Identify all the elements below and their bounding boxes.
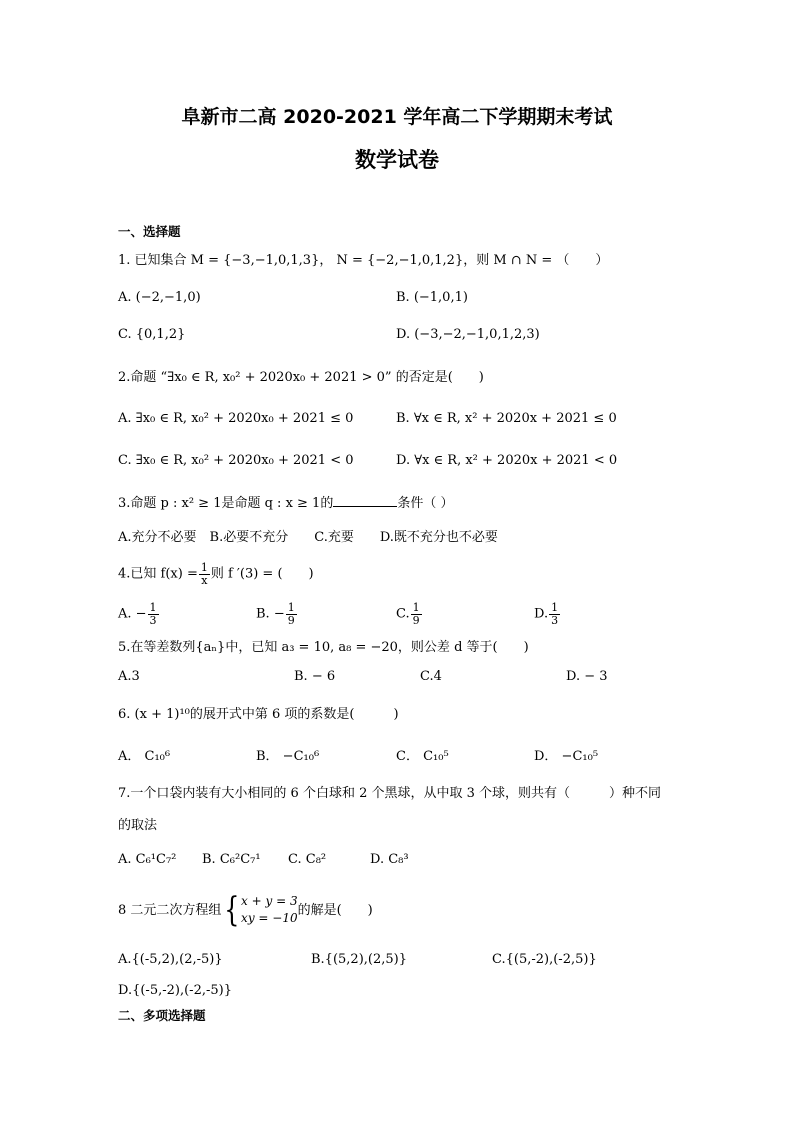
fraction-denominator: 3 <box>551 613 559 627</box>
question-7-stem-line-1: 7.一个口袋内装有大小相同的 6 个白球和 2 个黑球，从中取 3 个球，则共有（ ）种不同 <box>118 786 662 801</box>
fraction-numerator: 1 <box>200 561 208 574</box>
question-7-option-d: D. C₈³ <box>370 852 409 867</box>
question-5-option-d: D. − 3 <box>566 669 608 684</box>
question-4-option-d <box>534 602 561 626</box>
fraction-denominator: 9 <box>412 613 420 627</box>
question-1-option-c: C. {0,1,2} <box>118 327 186 342</box>
question-7-option-a: A. C₆¹C₇² <box>118 852 177 867</box>
fraction <box>199 562 210 586</box>
question-8-option-c: C.{(5,-2),(-2,5)} <box>492 952 597 967</box>
fraction <box>148 602 159 626</box>
question-4-option-b <box>256 602 298 626</box>
equation-1: x + y = 3 <box>241 894 298 908</box>
answer-blank <box>333 494 397 507</box>
question-5-option-b: B. − 6 <box>294 669 336 684</box>
option-label: D. <box>534 606 549 622</box>
fraction <box>286 602 297 626</box>
question-8-option-a: A.{(-5,2),(2,-5)} <box>118 952 223 967</box>
question-8-stem-part-a: 8 二元二次方程组 <box>118 902 222 918</box>
question-8-option-d: D.{(-5,-2),(-2,-5)} <box>118 983 232 998</box>
question-4-stem-part-b: 则 f ′(3) = ( ) <box>210 566 314 582</box>
fraction <box>411 602 422 626</box>
fraction-numerator: 1 <box>412 601 420 614</box>
fraction <box>549 602 560 626</box>
option-label: C. <box>396 606 410 622</box>
question-8-stem-part-b: 的解是( ) <box>297 902 373 918</box>
equation-system-line <box>118 890 373 931</box>
question-3-stem <box>118 494 453 510</box>
question-1-option-b: B. (−1,0,1) <box>396 290 468 305</box>
question-5-stem: 5.在等差数列{aₙ}中，已知 a₃ = 10, a₈ = −20，则公差 d 等于( ) <box>118 640 529 655</box>
page-subtitle: 数学试卷 <box>355 148 439 172</box>
question-1-option-a: A. (−2,−1,0) <box>118 290 201 305</box>
fraction-denominator: 3 <box>149 613 157 627</box>
left-brace-icon: { <box>224 890 240 931</box>
question-7-option-b: B. C₆²C₇¹ <box>202 852 261 867</box>
question-4-stem-part-a: 4.已知 f(x) = <box>118 566 198 582</box>
question-1-option-d: D. (−3,−2,−1,0,1,2,3) <box>396 327 540 342</box>
question-4-option-c <box>396 602 423 626</box>
option-label: B. − <box>256 606 285 622</box>
question-2-option-c: C. ∃x₀ ∈ R, x₀² + 2020x₀ + 2021 < 0 <box>118 453 354 468</box>
question-5-option-a: A.3 <box>118 669 140 684</box>
fraction-numerator: 1 <box>551 601 559 614</box>
question-3-stem-part-b: 条件（ ） <box>397 496 454 511</box>
question-3-options: A.充分不必要 B.必要不充分 C.充要 D.既不充分也不必要 <box>118 530 498 545</box>
question-7-option-c: C. C₈² <box>288 852 327 867</box>
question-6-stem: 6. (x + 1)¹⁰的展开式中第 6 项的系数是( ) <box>118 707 399 722</box>
section-heading-multiple-choice: 二、多项选择题 <box>118 1008 206 1023</box>
fraction-numerator: 1 <box>149 601 157 614</box>
question-7-stem-line-2: 的取法 <box>118 818 158 833</box>
question-8-stem <box>118 890 373 931</box>
section-heading-choice: 一、选择题 <box>118 224 181 239</box>
question-6-option-b: B． −C₁₀⁶ <box>256 749 320 764</box>
question-6-option-a: A． C₁₀⁶ <box>118 749 171 764</box>
equation-2: xy = −10 <box>241 911 298 926</box>
fraction-denominator: 9 <box>287 613 295 627</box>
question-5-option-c: C.4 <box>420 669 442 684</box>
question-4-stem <box>118 562 314 586</box>
question-2-option-d: D. ∀x ∈ R, x² + 2020x + 2021 < 0 <box>396 453 618 468</box>
question-2-option-b: B. ∀x ∈ R, x² + 2020x + 2021 ≤ 0 <box>396 411 617 426</box>
question-4-option-a <box>118 602 160 626</box>
question-6-option-c: C． C₁₀⁵ <box>396 749 449 764</box>
equation-system <box>241 893 298 928</box>
page-title: 阜新市二高 2020-2021 学年高二下学期期末考试 <box>181 106 613 128</box>
question-8-option-b: B.{(5,2),(2,5)} <box>311 952 407 967</box>
fraction-numerator: 1 <box>287 601 295 614</box>
question-2-stem: 2.命题 “∃x₀ ∈ R, x₀² + 2020x₀ + 2021 > 0” 的否定是( ) <box>118 370 484 385</box>
fraction-denominator: x <box>201 573 208 587</box>
question-3-stem-part-a: 3.命题 p : x² ≥ 1是命题 q : x ≥ 1的 <box>118 496 334 511</box>
question-1-stem: 1. 已知集合 M = {−3,−1,0,1,3}， N = {−2,−1,0,1,2}，则 M ∩ N = （ ） <box>118 253 609 268</box>
question-2-option-a: A. ∃x₀ ∈ R, x₀² + 2020x₀ + 2021 ≤ 0 <box>118 411 354 426</box>
option-label: A. − <box>118 606 147 622</box>
question-6-option-d: D． −C₁₀⁵ <box>534 749 599 764</box>
